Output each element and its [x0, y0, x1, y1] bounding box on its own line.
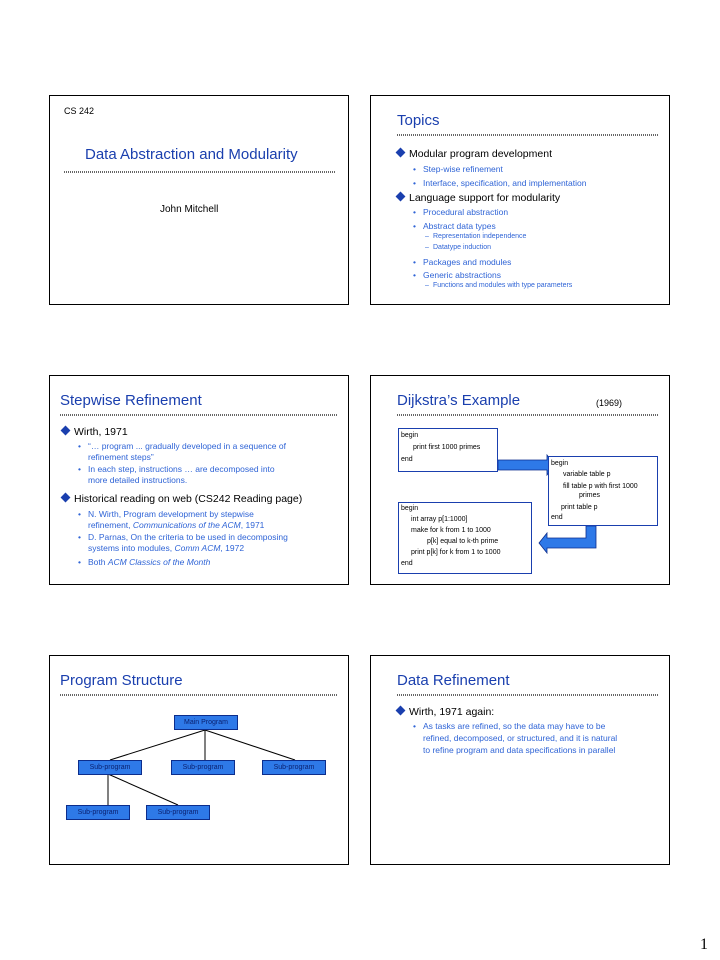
sub-bullet-cont: refined, decomposed, or structured, and it is natural: [423, 733, 618, 743]
sub-bullet: • Abstract data types: [413, 221, 496, 231]
arrow-left-down-icon: [539, 526, 596, 553]
sub-bullet: • As tasks are refined, so the data may have to be: [413, 721, 606, 731]
sub-bullet-cont: more detailed instructions.: [88, 475, 188, 485]
course-label: CS 242: [64, 106, 95, 116]
slide-title: [49, 95, 349, 305]
diamond-bullet-icon: [396, 706, 406, 716]
node-sub-program: Sub-program: [262, 760, 326, 775]
node-main-program: Main Program: [174, 715, 238, 730]
sub-bullet-cont: refinement steps”: [88, 452, 154, 462]
code-line: end: [401, 456, 413, 463]
sub-bullet: • Packages and modules: [413, 257, 512, 267]
code-box-3: [398, 502, 532, 574]
code-box-1: [398, 428, 498, 472]
title-rule: [397, 134, 659, 136]
node-sub-program: Sub-program: [78, 760, 142, 775]
slide-heading: Stepwise Refinement: [60, 392, 202, 409]
slide-heading: Topics: [397, 112, 440, 129]
sub-bullet: • “… program ... gradually developed in a sequence of: [78, 441, 286, 451]
sub-bullet: • Both ACM Classics of the Month: [78, 557, 211, 567]
node-sub-program: Sub-program: [146, 805, 210, 820]
code-line: end: [551, 514, 563, 521]
code-line: int array p[1:1000]: [411, 516, 468, 523]
node-sub-program: Sub-program: [171, 760, 235, 775]
bullet-1: Wirth, 1971: [62, 426, 128, 438]
slide-heading: Program Structure: [60, 672, 183, 689]
author: John Mitchell: [160, 204, 219, 215]
node-sub-program: Sub-program: [66, 805, 130, 820]
sub-sub-bullet: – Functions and modules with type parameters: [425, 282, 573, 289]
sub-sub-bullet: – Datatype induction: [425, 244, 491, 251]
code-line: primes: [579, 492, 601, 499]
sub-bullet: • Interface, specification, and implementation: [413, 178, 587, 188]
slide-title-heading: Data Abstraction and Modularity: [85, 146, 298, 163]
bullet-2: Historical reading on web (CS242 Reading page): [62, 493, 302, 505]
sub-sub-bullet: – Representation independence: [425, 233, 527, 240]
sub-bullet: • D. Parnas, On the criteria to be used in decomposing: [78, 532, 288, 542]
code-line: print table p: [561, 504, 598, 511]
sub-bullet-cont: systems into modules, Comm ACM, 1972: [88, 543, 245, 553]
slide-topics: [370, 95, 670, 305]
title-rule: [397, 694, 659, 696]
code-line: begin: [401, 505, 419, 512]
bullet-1: Wirth, 1971 again:: [397, 706, 494, 718]
code-line: print p[k] for k from 1 to 1000: [411, 549, 501, 556]
bullet-1: Modular program development: [397, 148, 552, 160]
sub-bullet: • Generic abstractions: [413, 270, 501, 280]
slide-heading: Data Refinement: [397, 672, 510, 689]
code-line: p[k] equal to k-th prime: [427, 538, 499, 545]
sub-bullet: • In each step, instructions … are decomposed into: [78, 464, 275, 474]
diamond-bullet-icon: [396, 148, 406, 158]
code-box-2: [548, 456, 658, 526]
code-line: fill table p with first 1000: [563, 483, 638, 490]
arrow-right-down-icon: [498, 455, 555, 475]
code-line: variable table p: [563, 471, 611, 478]
title-rule: [64, 171, 336, 173]
sub-bullet: • N. Wirth, Program development by stepwise: [78, 509, 254, 519]
year-label: (1969): [596, 398, 623, 408]
sub-bullet: • Step-wise refinement: [413, 164, 503, 174]
sub-bullet-cont: refinement, Communications of the ACM, 1971: [88, 520, 265, 530]
sub-bullet-cont: to refine program and data specifications in parallel: [423, 745, 616, 755]
bullet-2: Language support for modularity: [397, 192, 560, 204]
slide-dijkstra-example: [370, 375, 670, 585]
code-line: end: [401, 560, 413, 567]
sub-bullet: • Procedural abstraction: [413, 207, 509, 217]
slide-stepwise-refinement: [49, 375, 349, 585]
page-number: 1: [700, 936, 708, 953]
code-line: begin: [551, 460, 569, 467]
code-line: print first 1000 primes: [413, 444, 481, 451]
code-line: make for k from 1 to 1000: [411, 527, 491, 534]
title-rule: [60, 414, 338, 416]
diamond-bullet-icon: [61, 426, 71, 436]
diamond-bullet-icon: [61, 493, 71, 503]
slide-data-refinement: [370, 655, 670, 865]
diamond-bullet-icon: [396, 192, 406, 202]
code-line: begin: [401, 432, 419, 439]
slide-heading: Dijkstra’s Example: [397, 392, 521, 409]
slide-program-structure: [49, 655, 349, 865]
